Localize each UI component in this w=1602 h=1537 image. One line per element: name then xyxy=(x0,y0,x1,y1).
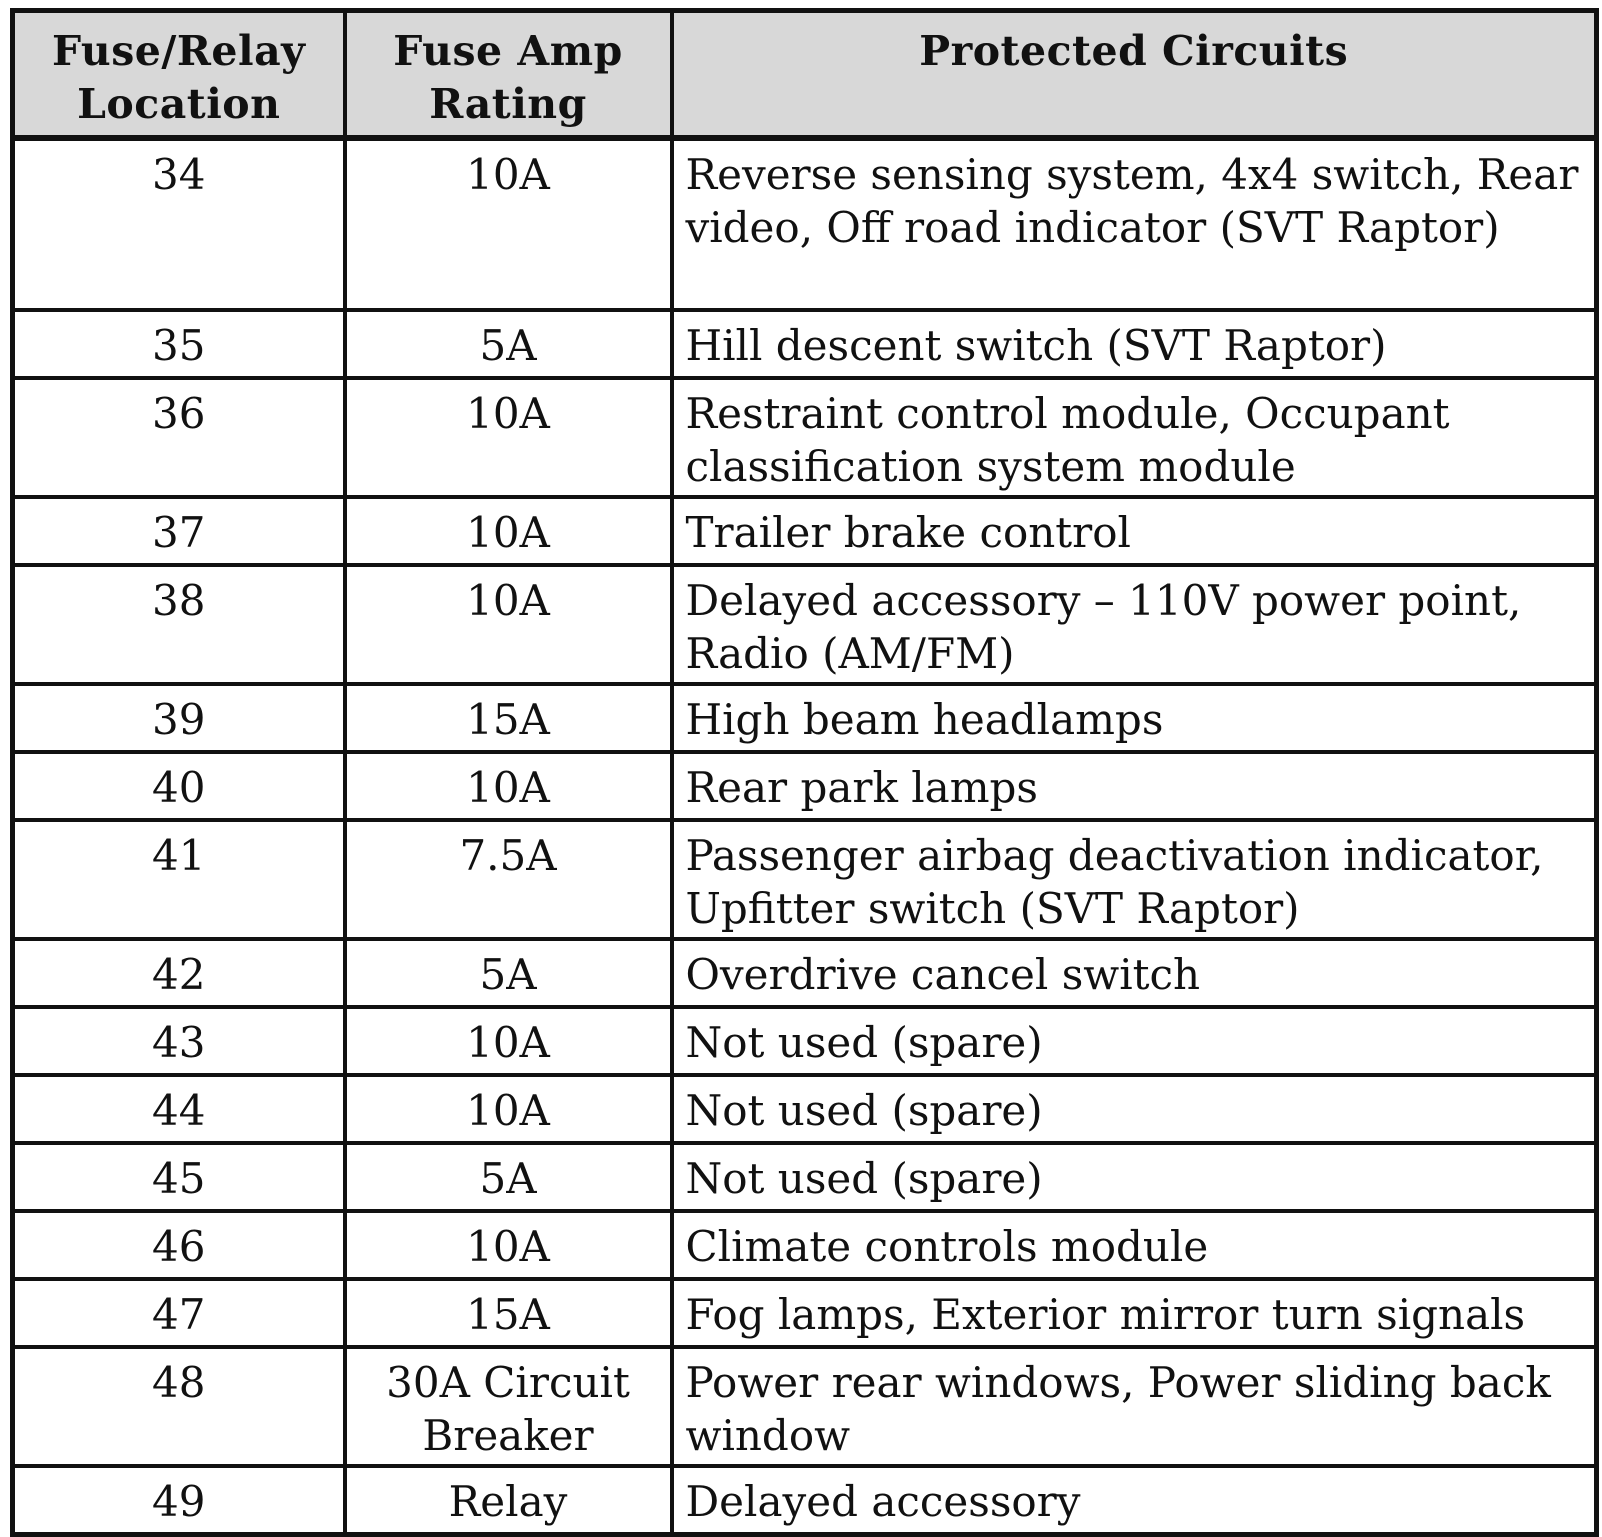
table-row xyxy=(13,1007,1597,1075)
cell-protected-circuits: Not used (spare) xyxy=(672,1143,1597,1211)
table-row xyxy=(13,310,1597,378)
cell-amp-rating: 10A xyxy=(345,565,672,684)
table-row xyxy=(13,1075,1597,1143)
header-protected-circuits: Protected Circuits xyxy=(672,11,1597,139)
cell-amp-rating: 10A xyxy=(345,1211,672,1279)
cell-location: 36 xyxy=(13,378,345,497)
cell-amp-rating: 15A xyxy=(345,684,672,752)
table-row xyxy=(13,565,1597,684)
cell-amp-rating: 15A xyxy=(345,1279,672,1347)
cell-amp-rating: 5A xyxy=(345,939,672,1007)
fuse-table xyxy=(10,8,1599,1537)
table-row xyxy=(13,1279,1597,1347)
table-row xyxy=(13,684,1597,752)
header-amp-rating: Fuse Amp Rating xyxy=(345,11,672,139)
cell-protected-circuits: Power rear windows, Power sliding back window xyxy=(672,1347,1597,1466)
cell-location: 40 xyxy=(13,752,345,820)
cell-amp-rating: Relay xyxy=(345,1466,672,1535)
cell-location: 41 xyxy=(13,820,345,939)
cell-amp-rating: 5A xyxy=(345,310,672,378)
cell-amp-rating: 30A Circuit Breaker xyxy=(345,1347,672,1466)
cell-location: 46 xyxy=(13,1211,345,1279)
header-row xyxy=(13,11,1597,139)
cell-location: 44 xyxy=(13,1075,345,1143)
table-row xyxy=(13,752,1597,820)
cell-protected-circuits: Delayed accessory – 110V power point, Radio (AM/FM) xyxy=(672,565,1597,684)
cell-amp-rating: 7.5A xyxy=(345,820,672,939)
cell-location: 49 xyxy=(13,1466,345,1535)
cell-amp-rating: 10A xyxy=(345,1007,672,1075)
cell-protected-circuits: Fog lamps, Exterior mirror turn signals xyxy=(672,1279,1597,1347)
cell-protected-circuits: Reverse sensing system, 4x4 switch, Rear video, Off road indicator (SVT Raptor) xyxy=(672,138,1597,310)
cell-protected-circuits: Climate controls module xyxy=(672,1211,1597,1279)
table-row xyxy=(13,1211,1597,1279)
table-row xyxy=(13,138,1597,310)
table-row xyxy=(13,1466,1597,1535)
cell-amp-rating: 5A xyxy=(345,1143,672,1211)
table-row xyxy=(13,939,1597,1007)
cell-protected-circuits: Restraint control module, Occupant classification system module xyxy=(672,378,1597,497)
cell-location: 47 xyxy=(13,1279,345,1347)
table-row xyxy=(13,1347,1597,1466)
cell-protected-circuits: Not used (spare) xyxy=(672,1007,1597,1075)
cell-location: 43 xyxy=(13,1007,345,1075)
table-header xyxy=(13,11,1597,139)
table-row xyxy=(13,497,1597,565)
cell-protected-circuits: High beam headlamps xyxy=(672,684,1597,752)
cell-location: 45 xyxy=(13,1143,345,1211)
cell-protected-circuits: Trailer brake control xyxy=(672,497,1597,565)
cell-location: 37 xyxy=(13,497,345,565)
cell-protected-circuits: Hill descent switch (SVT Raptor) xyxy=(672,310,1597,378)
cell-location: 48 xyxy=(13,1347,345,1466)
cell-location: 34 xyxy=(13,138,345,310)
cell-amp-rating: 10A xyxy=(345,378,672,497)
table-body xyxy=(13,138,1597,1535)
table-row xyxy=(13,378,1597,497)
cell-protected-circuits: Rear park lamps xyxy=(672,752,1597,820)
cell-amp-rating: 10A xyxy=(345,752,672,820)
table-row xyxy=(13,1143,1597,1211)
cell-protected-circuits: Passenger airbag deactivation indicator, Upfitter switch (SVT Raptor) xyxy=(672,820,1597,939)
cell-amp-rating: 10A xyxy=(345,497,672,565)
cell-location: 38 xyxy=(13,565,345,684)
header-location: Fuse/Relay Location xyxy=(13,11,345,139)
table-row xyxy=(13,820,1597,939)
cell-amp-rating: 10A xyxy=(345,1075,672,1143)
cell-location: 39 xyxy=(13,684,345,752)
cell-location: 42 xyxy=(13,939,345,1007)
fuse-table-container xyxy=(10,8,1594,1537)
cell-location: 35 xyxy=(13,310,345,378)
cell-protected-circuits: Delayed accessory xyxy=(672,1466,1597,1535)
cell-amp-rating: 10A xyxy=(345,138,672,310)
cell-protected-circuits: Overdrive cancel switch xyxy=(672,939,1597,1007)
cell-protected-circuits: Not used (spare) xyxy=(672,1075,1597,1143)
